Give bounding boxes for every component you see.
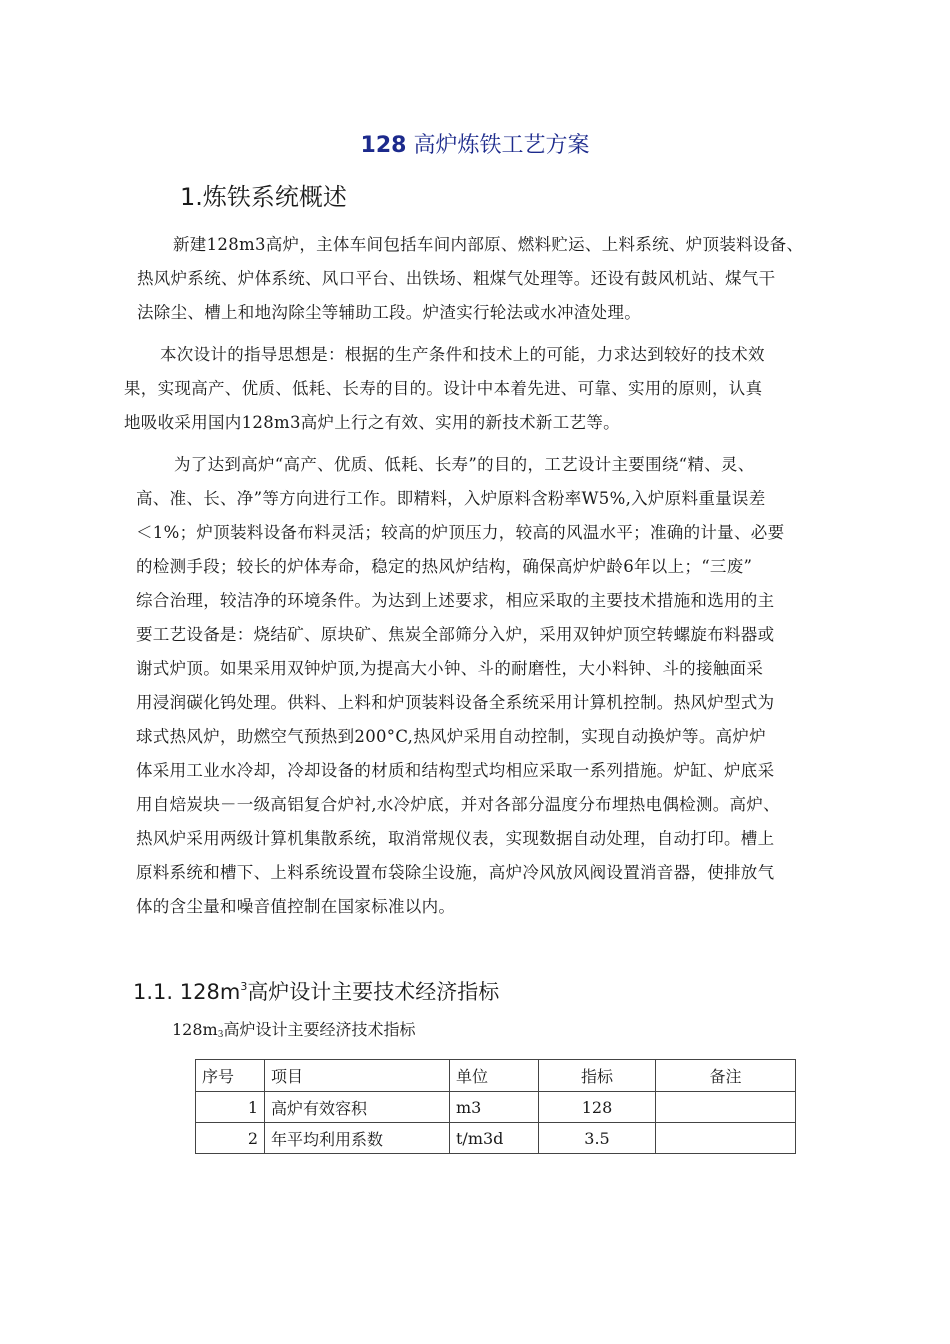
header-cell: 指标 — [539, 1060, 656, 1092]
header-cell: 项目 — [265, 1060, 450, 1092]
title-number: 128 — [360, 133, 407, 158]
paragraph-2-line: 本次设计的指导思想是：根据的生产条件和技术上的可能，力求达到较好的技术效 — [160, 345, 765, 364]
table-row — [196, 1092, 796, 1123]
paragraph-3-line: 高、准、长、净”等方向进行工作。即精料，入炉原料含粉率W5%,入炉原料重量误差 — [136, 489, 766, 508]
paragraph-3-line: 为了达到高炉“高产、优质、低耗、长寿”的目的，工艺设计主要围绕“精、灵、 — [174, 455, 755, 474]
paragraph-3-line: 综合治理，较洁净的环境条件。为达到上述要求，相应采取的主要技术措施和选用的主 — [136, 591, 775, 610]
table-cell: 3.5 — [539, 1123, 656, 1154]
section-title-b: 高炉设计主要技术经济指标 — [247, 980, 500, 1004]
caption-part-a: 128m — [172, 1020, 218, 1039]
paragraph-1 — [137, 228, 803, 330]
header-cell: 备注 — [656, 1060, 796, 1092]
section-title-sup: 3 — [240, 980, 248, 993]
paragraph-3-line: ＜1%；炉顶装料设备布料灵活；较高的炉顶压力，较高的风温水平；准确的计量、必要 — [136, 523, 785, 542]
document-title — [0, 130, 950, 162]
table-cell — [656, 1123, 796, 1154]
section-1-heading: 1.炼铁系统概述 — [180, 183, 347, 211]
header-cell: 单位 — [450, 1060, 539, 1092]
paragraph-3-line: 的检测手段；较长的炉体寿命，稳定的热风炉结构，确保高炉炉龄6年以上；“三废” — [136, 557, 753, 576]
paragraph-2 — [124, 338, 765, 440]
paragraph-1-line: 新建128m3高炉，主体车间包括车间内部原、燃料贮运、上料系统、炉顶装料设备、 — [173, 235, 804, 254]
table-header-row — [196, 1060, 796, 1092]
table-cell — [656, 1092, 796, 1123]
paragraph-3-line: 原料系统和槽下、上料系统设置布袋除尘设施，高炉冷风放风阀设置消音器，使排放气 — [136, 863, 775, 882]
indicator-table — [195, 1059, 796, 1154]
paragraph-3-line: 体采用工业水冷却，冷却设备的材质和结构型式均相应采取一系列措施。炉缸、炉底采 — [136, 761, 775, 780]
paragraph-2-line: 果，实现高产、优质、低耗、长寿的目的。设计中本着先进、可靠、实用的原则，认真 — [124, 379, 763, 398]
table-caption — [172, 1017, 415, 1048]
table-cell: 高炉有效容积 — [265, 1092, 450, 1123]
paragraph-1-line: 热风炉系统、炉体系统、风口平台、出铁场、粗煤气处理等。还设有鼓风机站、煤气干 — [137, 269, 776, 288]
paragraph-1-line: 法除尘、槽上和地沟除尘等辅助工段。炉渣实行轮法或水冲渣处理。 — [137, 303, 641, 322]
paragraph-3-line: 用自焙炭块－一级高铝复合炉衬,水冷炉底，并对各部分温度分布埋热电偶检测。高炉、 — [136, 795, 780, 814]
table-cell: 2 — [196, 1123, 265, 1154]
section-1-1-heading — [133, 971, 499, 1008]
paragraph-2-line: 地吸收采用国内128m3高炉上行之有效、实用的新技术新工艺等。 — [124, 413, 620, 432]
paragraph-3-line: 热风炉采用两级计算机集散系统，取消常规仪表，实现数据自动处理，自动打印。槽上 — [136, 829, 775, 848]
paragraph-3-line: 体的含尘量和噪音值控制在国家标准以内。 — [136, 897, 456, 916]
paragraph-3-line: 谢式炉顶。如果采用双钟炉顶,为提高大小钟、斗的耐磨性，大小料钟、斗的接触面采 — [136, 659, 764, 678]
caption-part-b: 高炉设计主要经济技术指标 — [223, 1020, 416, 1039]
paragraph-3-line: 用浸润碳化钨处理。供料、上料和炉顶装料设备全系统采用计算机控制。热风炉型式为 — [136, 693, 775, 712]
paragraph-3 — [136, 448, 784, 924]
table-row — [196, 1123, 796, 1154]
table-cell: 128 — [539, 1092, 656, 1123]
table-cell: 年平均利用系数 — [265, 1123, 450, 1154]
paragraph-3-line: 球式热风炉，助燃空气预热到200°C,热风炉采用自动控制，实现自动换炉等。高炉炉 — [136, 727, 767, 746]
caption-sub: 3 — [217, 1030, 224, 1040]
section-number: 1.1. — [133, 980, 174, 1004]
table-cell: t/m3d — [450, 1123, 539, 1154]
table-cell: m3 — [450, 1092, 539, 1123]
paragraph-3-line: 要工艺设备是：烧结矿、原块矿、焦炭全部筛分入炉，采用双钟炉顶空转螺旋布料器或 — [136, 625, 775, 644]
table-cell: 1 — [196, 1092, 265, 1123]
section-title-a: 128m — [179, 980, 241, 1004]
title-text: 高炉炼铁工艺方案 — [413, 133, 590, 158]
header-cell: 序号 — [196, 1060, 265, 1092]
